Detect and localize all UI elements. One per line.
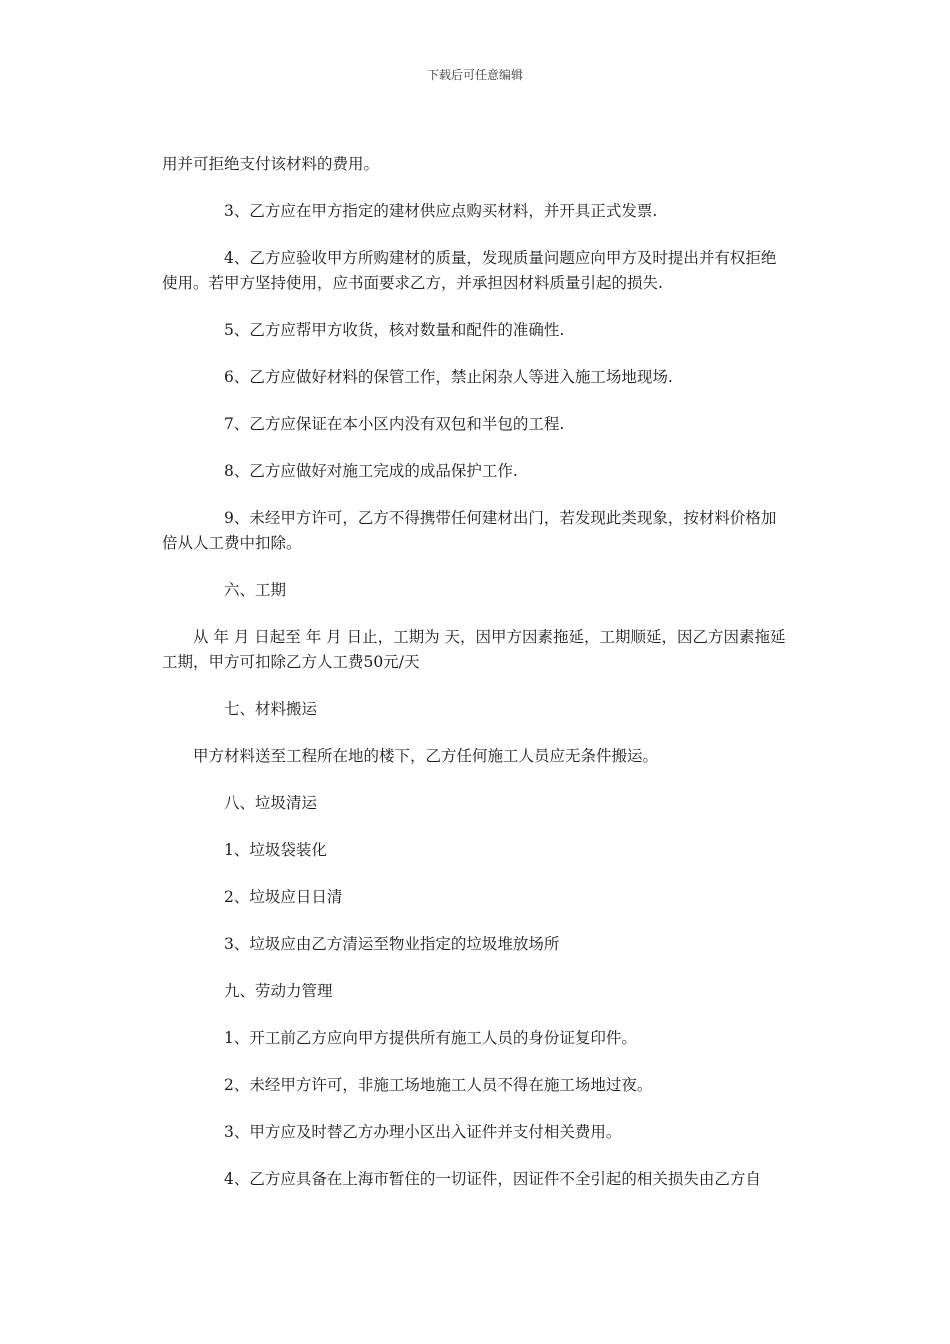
paragraph-number: 9、 [224, 509, 250, 527]
paragraph-number: 7、 [224, 415, 250, 433]
paragraph [162, 1026, 788, 1051]
paragraph-number: 3、 [224, 202, 250, 220]
paragraph-text: 垃圾袋装化 [249, 841, 327, 859]
paragraph-text: 从 年 月 日起至 年 月 日止，工期为 天，因甲方因素拖延，工期顺延，因乙方因素拖延工期，甲方可扣除乙方人工费50元/天 [162, 628, 786, 671]
paragraph-text: 甲方应及时替乙方办理小区出入证件并支付相关费用。 [249, 1123, 622, 1141]
paragraph [162, 625, 788, 675]
paragraph-text: 材料搬运 [255, 700, 318, 718]
paragraph-number: 2、 [224, 1076, 250, 1094]
paragraph-text: 工期 [255, 581, 287, 599]
paragraph-number: 1、 [224, 841, 250, 859]
paragraph [162, 199, 788, 224]
paragraph-text: 垃圾清运 [255, 794, 318, 812]
paragraph-number: 2、 [224, 888, 250, 906]
paragraph-number: 七、 [224, 700, 256, 718]
paragraph-text: 未经甲方许可，非施工场地施工人员不得在施工场地过夜。 [249, 1076, 653, 1094]
paragraph-text: 未经甲方许可，乙方不得携带任何建材出门，若发现此类现象，按材料价格加倍从人工费中扣除。 [162, 509, 777, 552]
paragraph-number: 九、 [224, 982, 256, 1000]
paragraph [162, 744, 788, 769]
paragraph-number: 1、 [224, 1029, 250, 1047]
paragraph-text: 用并可拒绝支付该材料的费用。 [162, 155, 380, 173]
paragraph-text: 垃圾应日日清 [249, 888, 343, 906]
paragraph [162, 791, 788, 816]
paragraph-number: 八、 [224, 794, 256, 812]
paragraph [162, 459, 788, 484]
paragraph-text: 甲方材料送至工程所在地的楼下，乙方任何施工人员应无条件搬运。 [193, 747, 659, 765]
paragraph-number: 3、 [224, 1123, 250, 1141]
page-header: 下载后可任意编辑 [426, 68, 523, 82]
paragraph-text: 乙方应帮甲方收货，核对数量和配件的准确性. [249, 321, 565, 339]
paragraph-text: 乙方应做好材料的保管工作，禁止闲杂人等进入施工场地现场. [249, 368, 673, 386]
paragraph [162, 1120, 788, 1145]
paragraph [162, 932, 788, 957]
paragraph [162, 246, 788, 296]
paragraph-text: 乙方应做好对施工完成的成品保护工作. [249, 462, 518, 480]
paragraph [162, 578, 788, 603]
paragraph-text: 乙方应具备在上海市暂住的一切证件，因证件不全引起的相关损失由乙方自 [249, 1170, 761, 1188]
paragraph [162, 365, 788, 390]
paragraph-text: 垃圾应由乙方清运至物业指定的垃圾堆放场所 [249, 935, 560, 953]
paragraph-number: 5、 [224, 321, 250, 339]
paragraph [162, 979, 788, 1004]
paragraph-text: 开工前乙方应向甲方提供所有施工人员的身份证复印件。 [249, 1029, 637, 1047]
paragraph [162, 412, 788, 437]
paragraph-number: 3、 [224, 935, 250, 953]
paragraph-text: 乙方应验收甲方所购建材的质量，发现质量问题应向甲方及时提出并有权拒绝使用。若甲方坚持使用，应书面要求乙方，并承担因材料质量引起的损失. [162, 249, 777, 292]
paragraph-number: 4、 [224, 249, 250, 267]
paragraph-number: 8、 [224, 462, 250, 480]
paragraph [162, 1073, 788, 1098]
paragraph-number: 六、 [224, 581, 256, 599]
paragraph-number: 4、 [224, 1170, 250, 1188]
paragraph-text: 劳动力管理 [255, 982, 333, 1000]
paragraph [162, 318, 788, 343]
paragraph [162, 152, 788, 177]
paragraph [162, 838, 788, 863]
paragraph-text: 乙方应在甲方指定的建材供应点购买材料，并开具正式发票. [249, 202, 658, 220]
paragraph-text: 乙方应保证在本小区内没有双包和半包的工程. [249, 415, 565, 433]
document-body [162, 152, 788, 1214]
paragraph [162, 1167, 788, 1192]
paragraph [162, 506, 788, 556]
paragraph-number: 6、 [224, 368, 250, 386]
paragraph [162, 697, 788, 722]
paragraph [162, 885, 788, 910]
